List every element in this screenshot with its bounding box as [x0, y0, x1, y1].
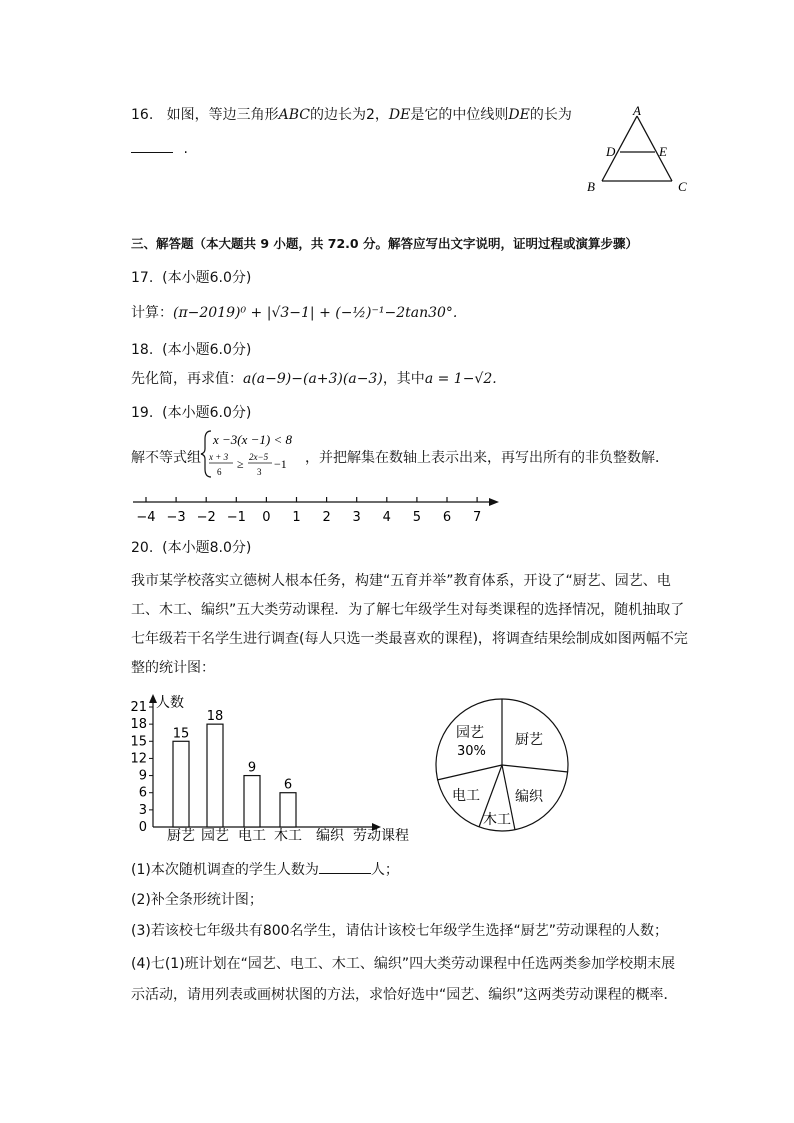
- number-line-tick-label: 6: [442, 510, 452, 525]
- q19-number: 19.: [131, 405, 154, 421]
- pie-label-percent: 30%: [457, 744, 486, 759]
- q16-number: 16.: [131, 107, 154, 123]
- bar-chart-bars: [173, 709, 296, 827]
- pie-label-yuanyi: 园艺: [456, 725, 484, 741]
- label-a: A: [633, 103, 641, 118]
- q20-para1: 我市某学校落实立德树人根本任务，构建“五育并举”教育体系，开设了“厨艺、园艺、电: [131, 573, 671, 589]
- bar: [173, 741, 189, 827]
- number-line-tick-label: 4: [382, 510, 391, 525]
- q20-sub1-unit: 人；: [370, 862, 399, 878]
- bar-value-label: 15: [172, 726, 190, 742]
- q20-para2: 工、木工、编织”五大类劳动课程．为了解七年级学生对每类课程的选择情况，随机抽取了: [131, 602, 685, 618]
- label-b: B: [587, 179, 595, 194]
- q16-text-d: 的长为: [529, 107, 572, 123]
- number-line-tick-label: −4: [136, 510, 156, 525]
- q18-mid: ，其中: [382, 371, 425, 387]
- number-line-tick-label: 2: [322, 510, 331, 525]
- q19-tail: −1: [274, 457, 287, 471]
- q17-expression: (π−2019)⁰ + |√3−1| + (−½)⁻¹−2tan30°.: [173, 305, 458, 321]
- q20-sub4b: 示活动，请用列表或画树状图的方法，求恰好选中“园艺、编织”这两类劳动课程的概率．: [131, 987, 678, 1003]
- q20-sub2: (2)补全条形统计图；: [131, 892, 263, 908]
- bar: [244, 776, 260, 827]
- pie-label-mugong: 木工: [483, 812, 511, 828]
- bar-y-tick-label: 3: [138, 802, 147, 818]
- q18-prompt: 先化简，再求值：: [131, 371, 243, 387]
- label-c: C: [678, 179, 687, 194]
- q19-num-left: x + 3: [209, 452, 229, 462]
- q16-text-a: 如图，等边三角形: [166, 107, 279, 123]
- q16-abc: ABC: [278, 107, 310, 123]
- number-line-ticks: [136, 497, 481, 525]
- q18-expression: a(a−9)−(a+3)(a−3): [243, 371, 383, 387]
- bar-y-tick-label: 0: [138, 820, 147, 835]
- bar-y-tick-label: 15: [130, 734, 147, 750]
- section3-heading: 三、解答题（本大题共 9 小题，共 72.0 分。解答应写出文字说明，证明过程或演算步骤）: [131, 236, 638, 251]
- bar-value-label: 9: [247, 760, 257, 776]
- q16-text-c: 是它的中位线则: [410, 107, 509, 123]
- q16-answer-blank[interactable]: [131, 138, 173, 153]
- number-line-tick-label: −2: [196, 510, 216, 525]
- bar: [280, 793, 296, 827]
- bar: [207, 724, 223, 827]
- q20-number: 20.: [131, 540, 154, 556]
- number-line-tick-label: 0: [262, 510, 271, 525]
- q18-condition: a = 1−√2.: [424, 371, 497, 387]
- q18-header: [131, 339, 251, 359]
- pie-chart: [430, 693, 575, 838]
- q17-score: (本小题6.0分): [162, 270, 252, 286]
- pie-label-chuyi: 厨艺: [515, 732, 543, 748]
- q20-sub1: [131, 859, 399, 879]
- q16-period: .: [183, 141, 188, 157]
- q19-suffix: ，并把解集在数轴上表示出来，再写出所有的非负整数解．: [305, 450, 669, 466]
- q16-de: DE: [388, 107, 411, 123]
- q17-header: [131, 267, 251, 287]
- pie-divider-5: [437, 765, 502, 780]
- q19-ge: ≥: [237, 457, 244, 471]
- q19-system-brace: [199, 429, 309, 479]
- bar-y-tick-label: 9: [138, 768, 147, 784]
- q18-number: 18.: [131, 342, 154, 358]
- label-d: D: [606, 144, 616, 159]
- bar-chart-xlabel: 劳动课程: [353, 828, 409, 844]
- q16-text: [131, 104, 572, 124]
- number-line-tick-label: 3: [352, 510, 361, 525]
- q20-para4: 整的统计图：: [131, 660, 215, 676]
- pie-label-diangong: 电工: [452, 788, 480, 804]
- q20-score: (本小题8.0分): [162, 540, 252, 556]
- bar-y-tick-label: 18: [130, 717, 147, 733]
- q20-header: [131, 537, 251, 557]
- bar-value-label: 6: [283, 777, 293, 793]
- q19-header: [131, 402, 251, 422]
- q19-den-right: 3: [257, 467, 262, 477]
- bar-y-tick-label: 6: [138, 785, 147, 801]
- q16-triangle-figure: [584, 100, 694, 198]
- q19-number-line: [125, 490, 510, 530]
- bar-category-label: 木工: [274, 828, 302, 844]
- q19-num-right: 2x−5: [249, 452, 269, 462]
- q19-score: (本小题6.0分): [162, 405, 252, 421]
- number-line-tick-label: −3: [166, 510, 186, 525]
- bar-chart: [125, 690, 420, 850]
- q17-prompt: 计算：: [131, 305, 173, 321]
- q18-score: (本小题6.0分): [162, 342, 252, 358]
- q16-text-b: 的边长为2，: [310, 107, 389, 123]
- q20-para3: 七年级若干名学生进行调查(每人只选一类最喜欢的课程)，将调查结果绘制成如图两幅不完: [131, 631, 688, 647]
- number-line-tick-label: 1: [292, 510, 301, 525]
- bar-y-tick-label: 21: [130, 700, 147, 715]
- q16-answer-line: [131, 138, 188, 157]
- q19-prefix: 解不等式组: [131, 450, 201, 466]
- q19-den-left: 6: [217, 467, 222, 477]
- q17-number: 17.: [131, 270, 154, 286]
- q20-sub1-blank[interactable]: [319, 859, 371, 874]
- pie-label-bianzhi: 编织: [515, 789, 543, 805]
- bar-chart-ylabel: 人数: [156, 695, 184, 711]
- pie-divider-2: [502, 765, 568, 772]
- q20-sub1-text: (1)本次随机调查的学生人数为: [131, 862, 319, 878]
- bar-category-label: 园艺: [201, 828, 229, 844]
- q18-body: [131, 368, 497, 388]
- bar-category-label: 厨艺: [167, 828, 195, 844]
- number-line-tick-label: 7: [472, 510, 482, 525]
- q17-body: [131, 302, 457, 322]
- q20-sub3: (3)若该校七年级共有800名学生，请估计该校七年级学生选择“厨艺”劳动课程的人数；: [131, 923, 669, 939]
- number-line-tick-label: 5: [412, 510, 422, 525]
- number-line-tick-label: −1: [226, 510, 246, 525]
- label-e: E: [659, 144, 667, 159]
- q16-de2: DE: [508, 107, 530, 123]
- q19-line1: x −3(x −1) < 8: [213, 432, 293, 447]
- bar-category-label: 电工: [238, 828, 266, 844]
- bar-category-label: 编织: [316, 828, 344, 844]
- q20-sub4a: (4)七(1)班计划在“园艺、电工、木工、编织”四大类劳动课程中任选两类参加学校期末展: [131, 956, 676, 972]
- bar-y-tick-label: 12: [130, 751, 147, 767]
- number-line-arrow: [489, 498, 499, 506]
- bar-value-label: 18: [206, 709, 224, 725]
